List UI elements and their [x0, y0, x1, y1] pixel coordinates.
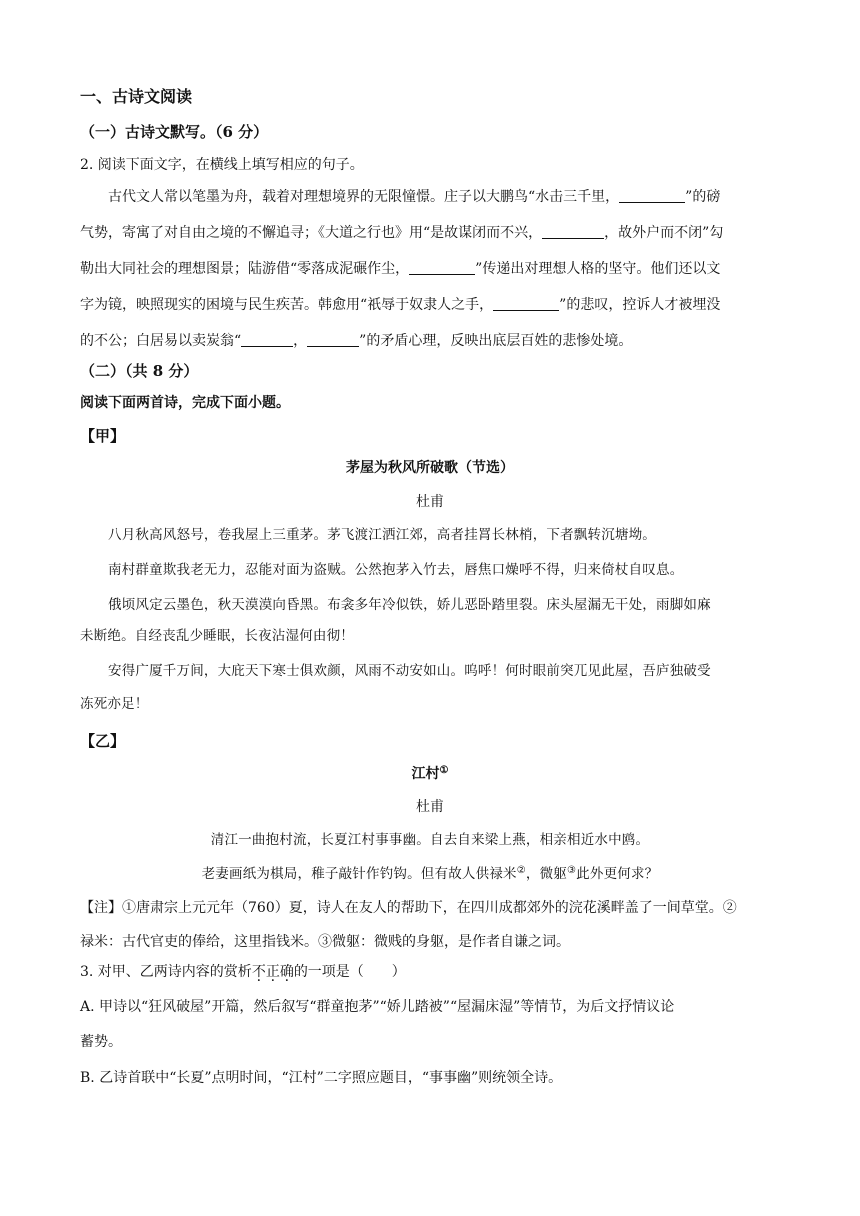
emphasis-char: 正 — [265, 964, 280, 980]
poem-jia-line-2: 南村群童欺我老无力，忍能对面为盗贼。公然抱茅入竹去，唇焦口燥呼不得，归来倚杖自叹息。 — [108, 562, 684, 578]
poem-jia-line-5: 安得广厦千万间，大庇天下寒士俱欢颜，风雨不动安如山。呜呼！何时眼前突兀见此屋，吾庐独破受 — [108, 663, 711, 679]
footnote-marker: ① — [439, 765, 449, 776]
emphasis-char: 确 — [279, 964, 294, 980]
poem-yi-line-2 — [80, 864, 780, 884]
paragraph-text: ，故外户而不闭”勾 — [604, 225, 724, 241]
part2-title: （二）（共 8 分） — [80, 362, 199, 380]
paragraph-text: 的不公；白居易以卖炭翁“ — [80, 333, 242, 349]
answer-blank-3[interactable] — [409, 260, 475, 275]
answer-blank-2[interactable] — [542, 224, 604, 239]
answer-blank-1[interactable] — [619, 188, 685, 203]
poem-yi-text: 此外更何求？ — [576, 866, 659, 882]
poem-yi-author: 杜甫 — [416, 799, 444, 815]
poem-jia-author: 杜甫 — [416, 494, 444, 510]
paragraph-line-1 — [108, 187, 780, 207]
paragraph-text: ”的悲叹，控诉人才被埋没 — [559, 297, 721, 313]
answer-blank-6[interactable] — [307, 332, 359, 347]
footnote-marker: ② — [516, 865, 526, 876]
reading-instruction: 阅读下面两首诗，完成下面小题。 — [80, 395, 290, 411]
poem-yi-title-text: 江村 — [411, 766, 440, 782]
paragraph-text: ”传递出对理想人格的坚守。他们还以文 — [475, 261, 721, 277]
poem-jia-line-4: 未断绝。自经丧乱少睡眠，长夜沾湿何由彻！ — [80, 628, 354, 644]
paragraph-text: 勒出大同社会的理想图景；陆游借“零落成泥碾作尘， — [80, 261, 410, 277]
poem-jia-label: 【甲】 — [80, 427, 126, 445]
option-a-line-2[interactable]: 蓄势。 — [80, 1034, 122, 1050]
poem-jia-line-6: 冻死亦足！ — [80, 696, 149, 712]
footnote-marker: ③ — [567, 865, 577, 876]
answer-blank-4[interactable] — [493, 296, 559, 311]
paragraph-text: ”的磅 — [685, 189, 721, 205]
paragraph-text: 古代文人常以笔墨为舟，载着对理想境界的无限憧憬。庄子以大鹏鸟“水击三千里， — [108, 189, 620, 205]
paragraph-text: ”的矛盾心理，反映出底层百姓的悲惨处境。 — [359, 333, 633, 349]
paragraph-text: 气势，寄寓了对自由之境的不懈追寻；《大道之行也》用“是故谋闭而不兴， — [80, 225, 543, 241]
part1-title: （一）古诗文默写。（6 分） — [80, 123, 269, 141]
section-title: 一、古诗文阅读 — [80, 87, 193, 106]
question-3-stem — [80, 962, 780, 982]
paragraph-line-4 — [80, 295, 780, 315]
paragraph-line-2 — [80, 223, 780, 243]
poem-yi-text: 老妻画纸为棋局，稚子敲针作钓钩。但有故人供禄米 — [201, 866, 517, 882]
option-a-line-1[interactable]: A. 甲诗以“狂风破屋”开篇，然后叙写“群童抱茅”“娇儿踏被”“屋漏床湿”等情节，为后文抒情议论 — [80, 999, 675, 1015]
poem-yi-label: 【乙】 — [80, 732, 126, 750]
poem-jia-title: 茅屋为秋风所破歌（节选） — [346, 460, 514, 476]
question-2-stem: 2. 阅读下面文字，在横线上填写相应的句子。 — [80, 157, 364, 173]
notes-line-1: 【注】①唐肃宗上元元年（760）夏，诗人在友人的帮助下，在四川成都郊外的浣花溪畔盖了一间草堂。② — [80, 900, 737, 916]
paragraph-line-5 — [80, 331, 780, 351]
poem-yi-line-1: 清江一曲抱村流，长夏江村事事幽。自去自来梁上燕，相亲相近水中鸥。 — [210, 832, 650, 848]
paragraph-line-3 — [80, 259, 780, 279]
paragraph-text: ， — [293, 333, 308, 349]
poem-jia-line-3: 俄顷风定云墨色，秋天漠漠向昏黑。布衾多年冷似铁，娇儿恶卧踏里裂。床头屋漏无干处，雨脚如麻 — [108, 597, 711, 613]
answer-blank-5[interactable] — [241, 332, 293, 347]
poem-yi-text: ，微躯 — [525, 866, 567, 882]
paragraph-text: 字为镜，映照现实的困境与民生疾苦。韩愈用“祇辱于奴隶人之手， — [80, 297, 494, 313]
notes-line-2: 禄米：古代官吏的俸给，这里指钱米。③微躯：微贱的身躯，是作者自谦之词。 — [80, 934, 570, 950]
emphasis-char: 不 — [251, 964, 266, 980]
poem-yi-title — [80, 764, 780, 784]
option-b[interactable]: B. 乙诗首联中“长夏”点明时间，“江村”二字照应题目，“事事幽”则统领全诗。 — [80, 1070, 563, 1086]
question-text: 3. 对甲、乙两诗内容的赏析 — [80, 964, 252, 980]
poem-jia-line-1: 八月秋高风怒号，卷我屋上三重茅。茅飞渡江洒江郊，高者挂罥长林梢，下者飘转沉塘坳。 — [108, 527, 656, 543]
question-text: 的一项是（ ） — [293, 964, 406, 980]
